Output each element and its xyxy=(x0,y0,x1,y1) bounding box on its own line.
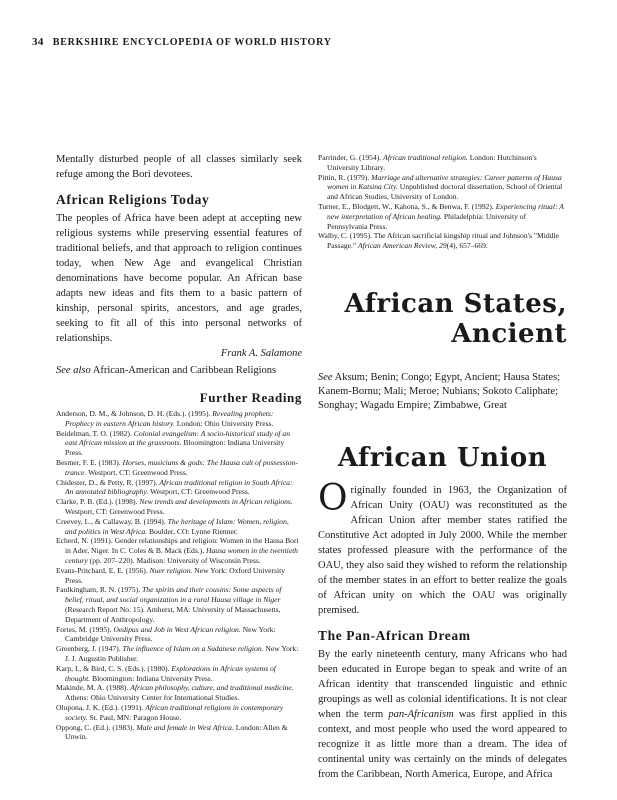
reference-title: Explorations in African systems of thought. xyxy=(65,663,276,683)
reference-title: Experiencing ritual: A new interpretation of African healing. xyxy=(327,201,564,221)
see-also xyxy=(56,365,302,376)
reference-publisher: Unpublished doctoral dissertation, School of Oriental and African Studies, University of London. xyxy=(327,182,563,202)
author-name: Frank A. Salamone xyxy=(220,348,302,359)
article-title-line2: Ancient xyxy=(451,318,567,349)
reference-entry xyxy=(56,625,302,645)
union-paragraph-text: riginally founded in 1963, the Organization of African Unity (OAU) was reconstituted as the African Union after member states ratified the Constitutive Act adopted in July 2000. While the member states professed pleasure with the performance of the OAU, they also said they wished to reform the relationship of the member states in an effort to better realize the goals of African unity on which the OAU was originally premised. xyxy=(318,484,567,616)
reference-text: Greenberg, J. (1947). xyxy=(56,644,123,654)
reference-title: Horses, musicians & gods: The Hausa cult of possession-trance. xyxy=(65,457,298,477)
reference-text: Pittin, R. (1979). xyxy=(318,172,372,182)
see-also-link[interactable]: African-American and Caribbean Religions xyxy=(92,365,277,376)
reference-publisher: New York: J. J. Augustin Publisher. xyxy=(65,644,299,663)
article-title-line1: African States, xyxy=(344,288,567,319)
article-header-african-states xyxy=(318,289,567,349)
reference-entry xyxy=(56,585,302,624)
reference-publisher: Westport, CT: Greenwood Press. xyxy=(86,467,188,477)
reference-entry xyxy=(318,231,567,251)
article-title-african-union: African Union xyxy=(337,442,548,473)
reference-text: Oppong, C. (Ed.). (1983). xyxy=(56,722,137,732)
reference-text: Anderson, D. M., & Johnson, D. H. (Eds.). (1995). xyxy=(56,409,213,418)
reference-title: African traditional religions in contemporary society. xyxy=(65,702,284,722)
reference-entry xyxy=(318,153,567,173)
reference-publisher: (pp. 207–220). Madison: University of Wisconsin Press. xyxy=(87,555,261,565)
reference-title: Male and female in West Africa. xyxy=(136,722,234,732)
references-list xyxy=(56,409,302,742)
reference-entry xyxy=(56,517,302,537)
reference-publisher: New York: Cambridge University Press. xyxy=(65,624,276,644)
reference-entry xyxy=(56,664,302,684)
reference-text: Karp, I., & Bird, C. S. (Eds.). (1980). xyxy=(56,663,172,673)
further-reading-heading: Further Reading xyxy=(199,390,302,405)
see-also-label: See also xyxy=(56,365,91,376)
dream-paragraph xyxy=(318,647,567,782)
reference-entry xyxy=(56,429,302,458)
reference-title: Nuer religion. xyxy=(149,565,193,575)
reference-publisher: St. Paul, MN: Paragon House. xyxy=(87,712,182,722)
right-column xyxy=(318,153,567,782)
reference-publisher: Philadelphia: University of Pennsylvania Press. xyxy=(327,211,527,231)
left-column xyxy=(56,152,302,742)
section-heading-pan-african-dream: The Pan-African Dream xyxy=(318,627,471,643)
reference-publisher: Boulder, CO: Lynne Rienner. xyxy=(147,526,238,536)
dream-text-2: was first applied in this context, and most people who used the word appeared to recognize it as little more than a dream. The idea of continental unity was certainly on the minds of delegates from the Caribbean, North America, Europe, and Africa xyxy=(318,708,567,780)
reference-text: Creevey, L., & Callaway, B. (1994). xyxy=(56,516,168,526)
reference-publisher: Bloomington: Indiana University Press. xyxy=(90,673,213,683)
reference-entry xyxy=(56,723,302,743)
section-paragraph: The peoples of Africa have been adept at accepting new religious systems while preserving essential features of traditional beliefs, and that approach to religion continues today, when New Age and evangelical Christian denominations have become popular. An African base adapts new ideas and fits them to a basic pattern of kinship, personal spirits, ancestors, and age grades, seeking to fit all of this into personal networks of relationships. xyxy=(56,213,302,344)
references-list-continued xyxy=(318,153,567,251)
reference-text: Beidelman, T. O. (1982). xyxy=(56,428,134,438)
reference-publisher: (Research Report No. 15). Amherst, MA: University of Massachusetts, Department of Anthropology. xyxy=(65,604,281,624)
reference-entry xyxy=(56,566,302,586)
reference-text: Clarke, P. B. (Ed.). (1998). xyxy=(56,497,140,507)
reference-text: Turner, E., Blodgett, W., Kahona, S., & Benwa, F. (1992). xyxy=(318,201,496,211)
reference-publisher: New York: Oxford University Press. xyxy=(65,565,285,585)
drop-cap: O xyxy=(318,477,348,519)
reference-text: Fortes, M. (1995). xyxy=(56,624,114,634)
reference-entry xyxy=(56,644,302,664)
reference-text: Olupona, J. K. (Ed.). (1991). xyxy=(56,702,146,712)
reference-entry xyxy=(318,202,567,231)
states-see-label: See xyxy=(318,371,333,383)
section-heading-religions-today: African Religions Today xyxy=(56,192,210,207)
reference-title: African philosophy, culture, and traditional medicine. xyxy=(130,683,294,693)
reference-title: Oedipus and Job in West African religion. xyxy=(113,624,241,634)
reference-title: African traditional religion in South Africa: An annotated bibliography. xyxy=(65,477,293,497)
reference-text: Parrinder, G. (1954). xyxy=(318,153,384,162)
reference-entry xyxy=(56,536,302,565)
reference-text: Faulkingham, R. N. (1975). xyxy=(56,585,143,595)
page-number: 34 xyxy=(32,36,44,48)
reference-title: African American Review, 29 xyxy=(357,241,447,251)
reference-publisher: London: Hutchinson's University Library. xyxy=(327,153,537,172)
reference-text: Makinde, M. A. (1988). xyxy=(56,683,131,693)
reference-title: Hausa women in the twentieth century xyxy=(65,546,298,565)
reference-text: Chidester, D., & Petty, R. (1997). xyxy=(56,477,160,487)
reference-publisher: Westport, CT: Greenwood Press. xyxy=(148,487,250,497)
reference-entry xyxy=(56,478,302,498)
intro-paragraph: Mentally disturbed people of all classes similarly seek refuge among the Bori devotees. xyxy=(56,154,302,180)
reference-entry xyxy=(56,703,302,723)
reference-title: Revealing prophets: Prophecy in eastern African history. xyxy=(65,409,274,428)
reference-entry xyxy=(56,683,302,703)
reference-entry xyxy=(56,497,302,517)
reference-publisher: (4), 657–669. xyxy=(446,241,488,251)
dream-text-1: By the early nineteenth century, many Africans who had been educated in Europe began to speak and write of an African identity that transcended linguistic and ethnic groupings as well as colonial identifications. It is not clear when the term xyxy=(318,648,567,720)
reference-entry xyxy=(318,173,567,202)
states-see-also xyxy=(318,371,567,413)
reference-publisher: Westport, CT: Greenwood Press. xyxy=(65,506,165,516)
reference-text: Walby, C. (1995). The African sacrificial kingship ritual and Johnson's "Middle Passage." xyxy=(318,231,559,251)
reference-title: African traditional religion. xyxy=(383,153,468,162)
running-title: BERKSHIRE ENCYCLOPEDIA OF WORLD HISTORY xyxy=(52,37,332,48)
reference-text: Echerd, N. (1991). Gender relationships and religion: Women in the Hausa Bori in Ader, Niger. In C. Coles & B. Mack (Eds.), xyxy=(56,536,299,556)
states-see-links[interactable]: Aksum; Benin; Congo; Egypt, Ancient; Hausa States; Kanem-Bornu; Mali; Meroe; Nubians; Sokoto Caliphate; Songhay; Wagadu Empire; Zimbabwe, Great xyxy=(318,371,561,411)
running-header xyxy=(32,36,332,48)
reference-title: The spirits and their cousins: Some aspects of belief, ritual, and social organization in a rural Hausa village in Niger xyxy=(65,585,282,605)
reference-publisher: London: Allen & Unwin. xyxy=(65,722,288,742)
reference-entry xyxy=(56,409,302,429)
reference-publisher: London: Ohio University Press. xyxy=(174,418,274,428)
reference-title: Marriage and alternative strategies: Career patterns of Hausa women in Katsina City. xyxy=(327,172,562,192)
union-paragraph xyxy=(318,477,567,618)
reference-title: New trends and developments in African religions. xyxy=(139,497,293,507)
reference-entry xyxy=(56,458,302,478)
reference-title: The influence of Islam on a Sudanese religion. xyxy=(122,644,264,654)
reference-title: The heritage of Islam: Women, religion, and politics in West Africa. xyxy=(65,516,289,536)
reference-text: Evans-Pritchard, E. E. (1956). xyxy=(56,565,150,575)
reference-title: Colonial evangelism: A socio-historical study of an east African mission at the grassroots. xyxy=(65,428,290,448)
reference-text: Besmer, F. E. (1983). xyxy=(56,457,123,467)
reference-publisher: Athens: Ohio University Center for International Studies. xyxy=(65,693,240,703)
reference-publisher: Bloomington: Indiana University Press. xyxy=(65,438,285,458)
dream-italic-term: pan-Africanism xyxy=(388,708,454,720)
